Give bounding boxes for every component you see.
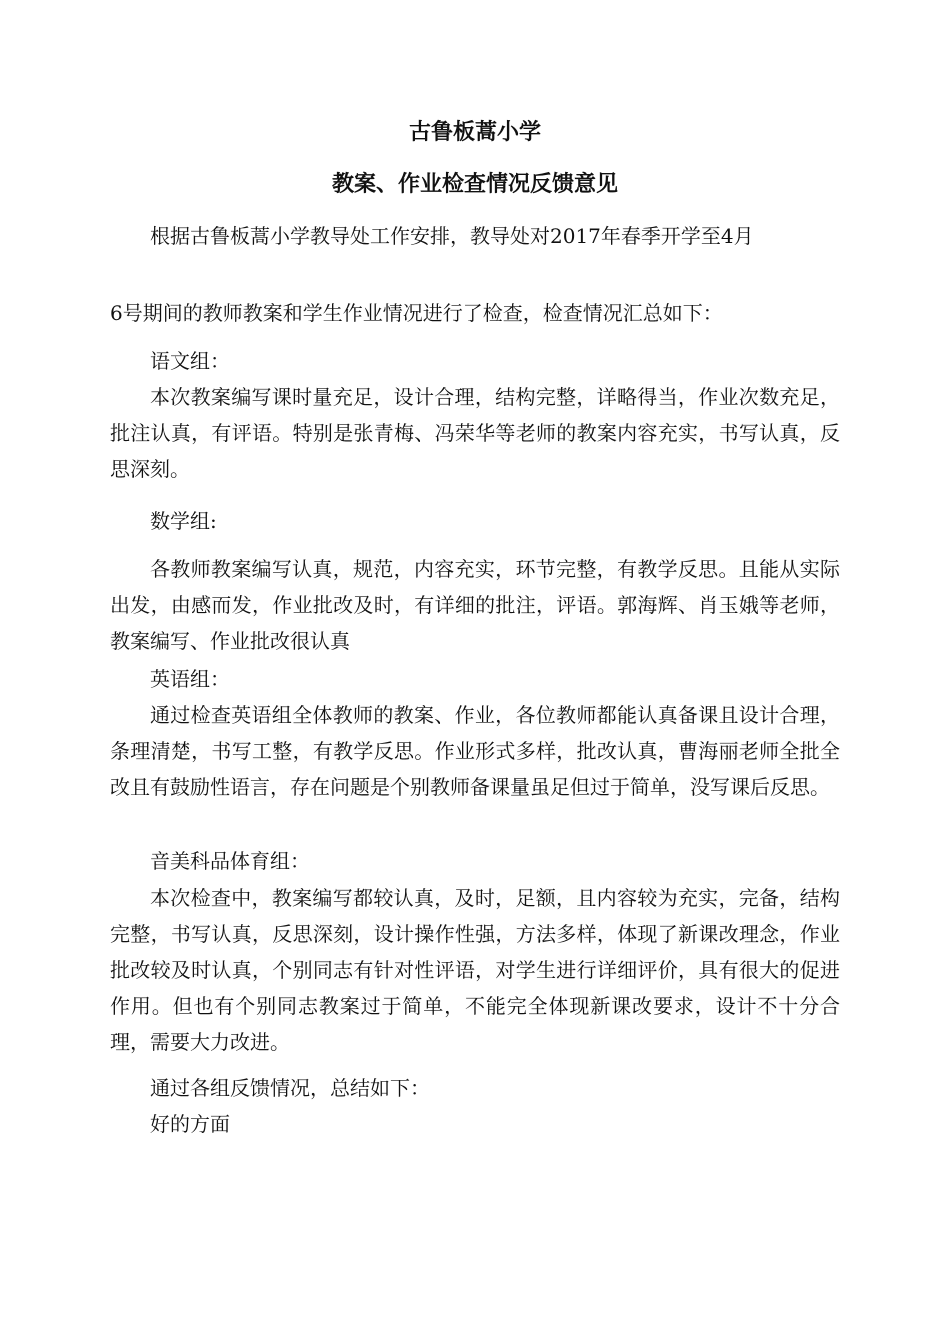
- section-heading-english: 英语组：: [150, 667, 230, 691]
- section-heading-arts-pe: 音美科品体育组：: [150, 849, 310, 873]
- summary-line: 通过各组反馈情况，总结如下：: [150, 1076, 430, 1100]
- school-title: 古鲁板蒿小学: [408, 120, 541, 145]
- section-body-english: 通过检查英语组全体教师的教案、作业，各位教师都能认真备课且设计合理，条理清楚，书写工整，有教学反思。作业形式多样，批改认真，曹海丽老师全批全改且有鼓励性语言，存在问题是个别教师备课量虽足但过于简单，没写课后反思。: [110, 703, 840, 799]
- section-heading-math: 数学组:: [150, 509, 217, 533]
- intro-line-1: 根据古鲁板蒿小学教导处工作安排，教导处对2017年春季开学至4月: [150, 224, 754, 248]
- report-title: 教案、作业检查情况反馈意见: [331, 172, 618, 197]
- intro-line-2: 6号期间的教师教案和学生作业情况进行了检查，检查情况汇总如下：: [110, 301, 723, 325]
- section-body-chinese: 本次教案编写课时量充足，设计合理，结构完整，详略得当，作业次数充足，批注认真，有评语。特别是张青梅、冯荣华等老师的教案内容充实，书写认真，反思深刻。: [110, 385, 840, 481]
- section-body-math: 各教师教案编写认真，规范，内容充实，环节完整，有教学反思。且能从实际出发，由感而发，作业批改及时，有详细的批注，评语。郭海辉、肖玉娥等老师，教案编写、作业批改很认真: [110, 557, 840, 653]
- section-heading-chinese: 语文组：: [150, 349, 230, 373]
- good-aspects-heading: 好的方面: [150, 1112, 230, 1136]
- section-body-arts-pe: 本次检查中，教案编写都较认真，及时，足额，且内容较为充实，完备，结构完整，书写认真，反思深刻，设计操作性强，方法多样，体现了新课改理念，作业批改较及时认真，个别同志有针对性评语，对学生进行详细评价，具有很大的促进作用。但也有个别同志教案过于简单，不能完全体现新课改要求，设计不十分合理，需要大力改进。: [110, 886, 840, 1054]
